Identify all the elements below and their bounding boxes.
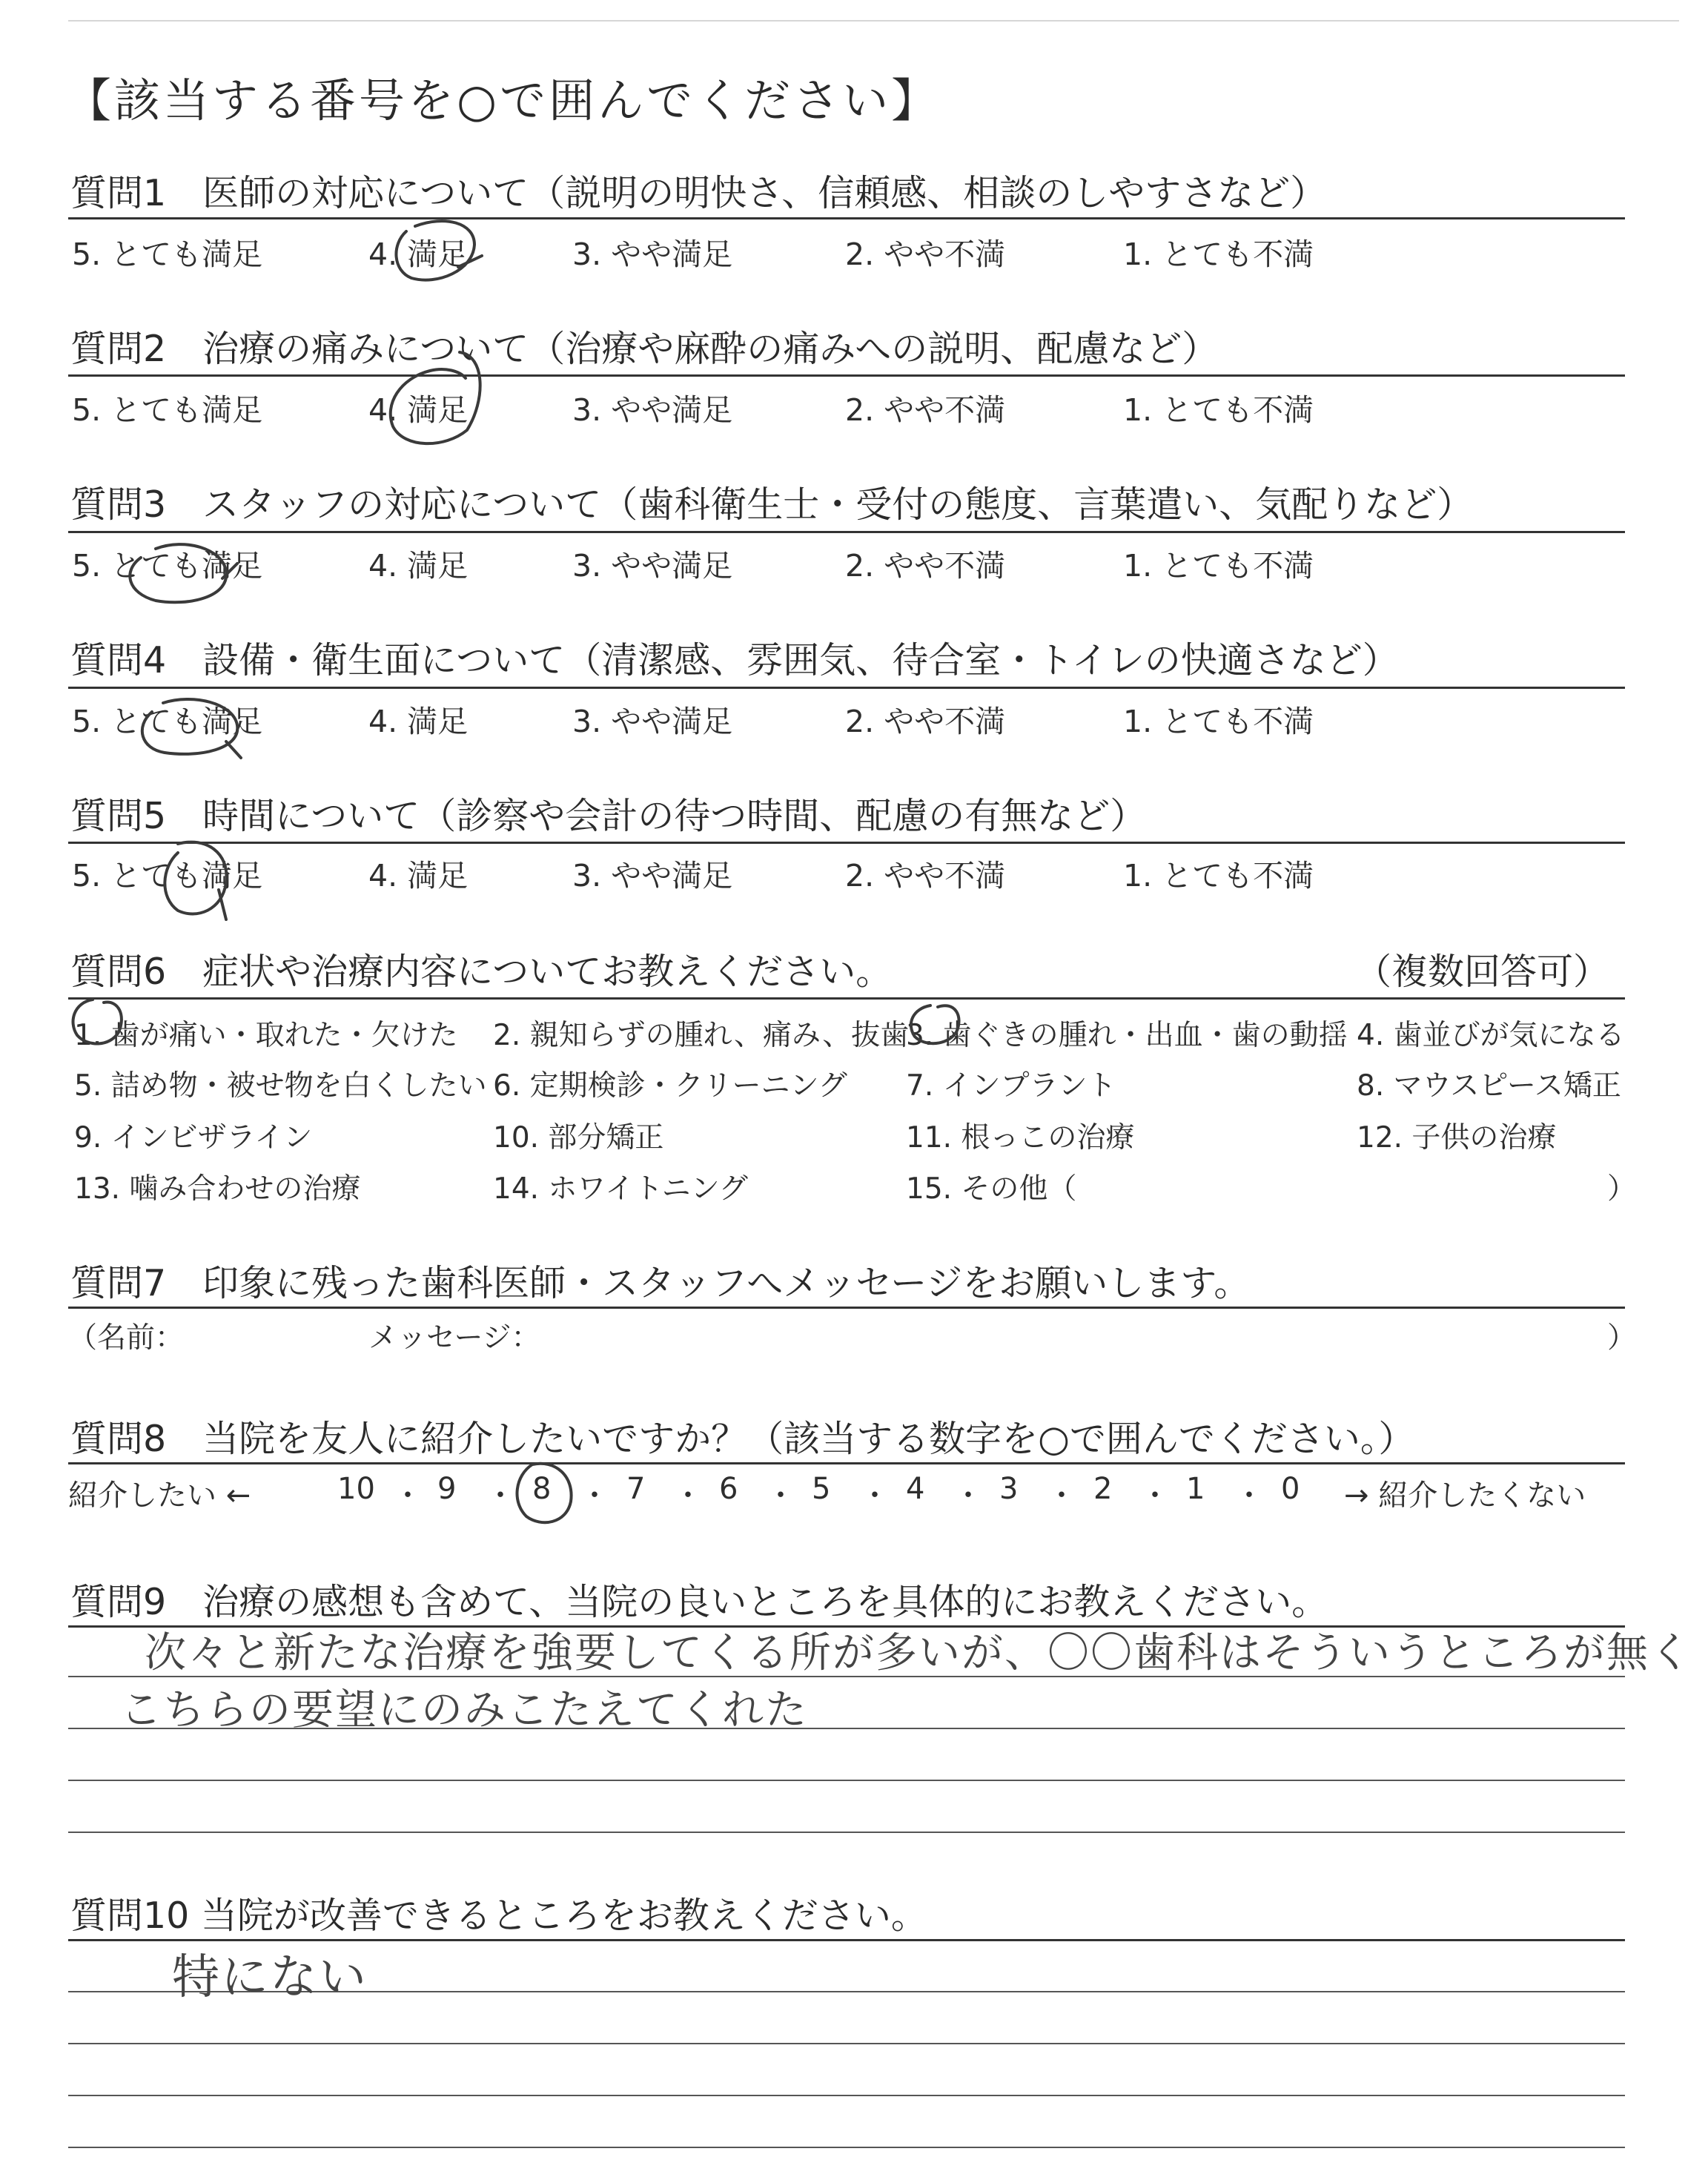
question-6-note: （複数回答可） (1355, 951, 1610, 993)
q8-scale-separator: ・ (766, 1479, 795, 1513)
q8-scale-value[interactable]: 2 (1093, 1472, 1113, 1506)
q6-option-2[interactable]: 2. 親知らずの腫れ、痛み、抜歯 (493, 1019, 910, 1052)
q5-option-4[interactable]: 4. 満足 (368, 858, 469, 894)
question-1-title: 質問1 医師の対応について（説明の明快さ、信頼感、相談のしやすさなど） (70, 172, 1327, 214)
q8-scale-value[interactable]: 8 (532, 1472, 552, 1506)
q3-option-2[interactable]: 2. やや不満 (845, 548, 1006, 584)
q4-option-1[interactable]: 1. とても不満 (1123, 704, 1314, 739)
question-8-title: 質問8 当院を友人に紹介したいですか？（該当する数字を○で囲んでください。） (70, 1418, 1415, 1460)
q8-scale-separator: ・ (580, 1479, 609, 1513)
q8-scale-separator: ・ (393, 1479, 423, 1513)
q8-scale-value[interactable]: 7 (626, 1472, 646, 1506)
q2-option-4[interactable]: 4. 満足 (368, 392, 469, 428)
q1-option-2[interactable]: 2. やや不満 (845, 237, 1006, 272)
q7-message-label: メッセージ： (368, 1321, 540, 1355)
question-10-title: 質問10 当院が改善できるところをお教えください。 (70, 1895, 927, 1937)
q5-circle-mark (165, 842, 226, 914)
q8-scale-value[interactable]: 5 (812, 1472, 831, 1506)
q5-option-2[interactable]: 2. やや不満 (845, 858, 1006, 894)
question-9-title: 質問9 治療の感想も含めて、当院の良いところを具体的にお教えください。 (70, 1581, 1328, 1623)
q8-left-label: 紹介したい ← (68, 1479, 251, 1513)
question-3-title: 質問3 スタッフの対応について（歯科衛生士・受付の態度、言葉遣い、気配りなど） (70, 483, 1474, 526)
q8-scale-separator: ・ (1047, 1479, 1076, 1513)
q4-circle-mark (142, 699, 237, 754)
question-4-title: 質問4 設備・衛生面について（清潔感、雰囲気、待合室・トイレの快適さなど） (70, 639, 1399, 681)
q10-answer: 特にない (172, 1950, 368, 2005)
q1-circle-mark (396, 221, 474, 280)
q7-name-label: （名前： (68, 1321, 185, 1355)
q8-scale-separator: ・ (486, 1479, 515, 1513)
q1-option-1[interactable]: 1. とても不満 (1123, 237, 1314, 272)
q1-option-5[interactable]: 5. とても満足 (72, 237, 263, 272)
question-5-title: 質問5 時間について（診察や会計の待つ時間、配慮の有無など） (70, 795, 1147, 837)
q6-option-8[interactable]: 8. マウスピース矯正 (1357, 1069, 1621, 1103)
q4-circle-tail (226, 742, 241, 758)
q3-circle-mark (130, 544, 226, 602)
q3-option-1[interactable]: 1. とても不満 (1123, 548, 1314, 584)
q8-scale-value[interactable]: 0 (1281, 1472, 1300, 1506)
q9-answer-line-1: 次々と新たな治療を強要してくる所が多いが、〇〇歯科はそういうところが無く (145, 1629, 1692, 1677)
q4-option-2[interactable]: 2. やや不満 (845, 704, 1006, 739)
q6-option-15[interactable]: 15. その他（ (906, 1172, 1077, 1206)
q1-option-3[interactable]: 3. やや満足 (572, 237, 733, 272)
q2-circle-mark (391, 352, 480, 443)
q2-option-5[interactable]: 5. とても満足 (72, 392, 263, 428)
q6-option-4[interactable]: 4. 歯並びが気になる (1357, 1019, 1625, 1052)
q5-option-5[interactable]: 5. とても満足 (72, 858, 263, 894)
q8-scale-value[interactable]: 3 (999, 1472, 1019, 1506)
q8-scale-separator: ・ (1140, 1479, 1170, 1513)
q3-option-3[interactable]: 3. やや満足 (572, 548, 733, 584)
q9-answer-line-2: こちらの要望にのみこたえてくれた (120, 1686, 808, 1734)
q6-option-14[interactable]: 14. ホワイトニング (493, 1172, 748, 1206)
q8-right-label: → 紹介したくない (1344, 1479, 1586, 1513)
q2-option-2[interactable]: 2. やや不満 (845, 392, 1006, 428)
q8-scale-value[interactable]: 10 (337, 1472, 375, 1506)
q8-scale-separator: ・ (1234, 1479, 1264, 1513)
q4-option-3[interactable]: 3. やや満足 (572, 704, 733, 739)
question-2-title: 質問2 治療の痛みについて（治療や麻酔の痛みへの説明、配慮など） (70, 328, 1219, 370)
q6-option-6[interactable]: 6. 定期検診・クリーニング (493, 1069, 847, 1103)
q6-option-13[interactable]: 13. 噛み合わせの治療 (74, 1172, 361, 1206)
q5-option-3[interactable]: 3. やや満足 (572, 858, 733, 894)
q8-scale-separator: ・ (860, 1479, 890, 1513)
q6-option-3[interactable]: 3. 歯ぐきの腫れ・出血・歯の動揺 (906, 1019, 1348, 1052)
q6-other-close: ） (1607, 1172, 1637, 1206)
q4-option-4[interactable]: 4. 満足 (368, 704, 469, 739)
q6-option-9[interactable]: 9. インビザライン (74, 1121, 313, 1155)
q8-scale-value[interactable]: 4 (906, 1472, 925, 1506)
q8-scale-value[interactable]: 6 (719, 1472, 738, 1506)
question-7-title: 質問7 印象に残った歯科医師・スタッフへメッセージをお願いします。 (70, 1262, 1251, 1304)
q8-scale-value[interactable]: 9 (437, 1472, 457, 1506)
q1-option-4[interactable]: 4. 満足 (368, 237, 469, 272)
q6-option-1[interactable]: 1. 歯が痛い・取れた・欠けた (74, 1019, 458, 1052)
q6-circle-3 (911, 1005, 959, 1043)
q7-close: ） (1607, 1321, 1637, 1355)
q8-scale-value[interactable]: 1 (1186, 1472, 1205, 1506)
q6-option-12[interactable]: 12. 子供の治療 (1357, 1121, 1557, 1155)
q8-scale-separator: ・ (673, 1479, 703, 1513)
q2-option-1[interactable]: 1. とても不満 (1123, 392, 1314, 428)
q6-option-10[interactable]: 10. 部分矯正 (493, 1121, 664, 1155)
q6-option-11[interactable]: 11. 根っこの治療 (906, 1121, 1135, 1155)
q6-option-7[interactable]: 7. インプラント (906, 1069, 1116, 1103)
q8-scale-separator: ・ (953, 1479, 983, 1513)
q6-circle-1 (73, 1000, 122, 1044)
q6-option-5[interactable]: 5. 詰め物・被せ物を白くしたい (74, 1069, 487, 1103)
q4-option-5[interactable]: 5. とても満足 (72, 704, 263, 739)
q2-option-3[interactable]: 3. やや満足 (572, 392, 733, 428)
question-6-title: 質問6 症状や治療内容についてお教えください。 (70, 951, 893, 993)
q8-circle-8 (517, 1464, 572, 1522)
q3-option-5[interactable]: 5. とても満足 (72, 548, 263, 584)
q5-option-1[interactable]: 1. とても不満 (1123, 858, 1314, 894)
q3-option-4[interactable]: 4. 満足 (368, 548, 469, 584)
page-heading: 【該当する番号を○で囲んでください】 (65, 73, 941, 128)
